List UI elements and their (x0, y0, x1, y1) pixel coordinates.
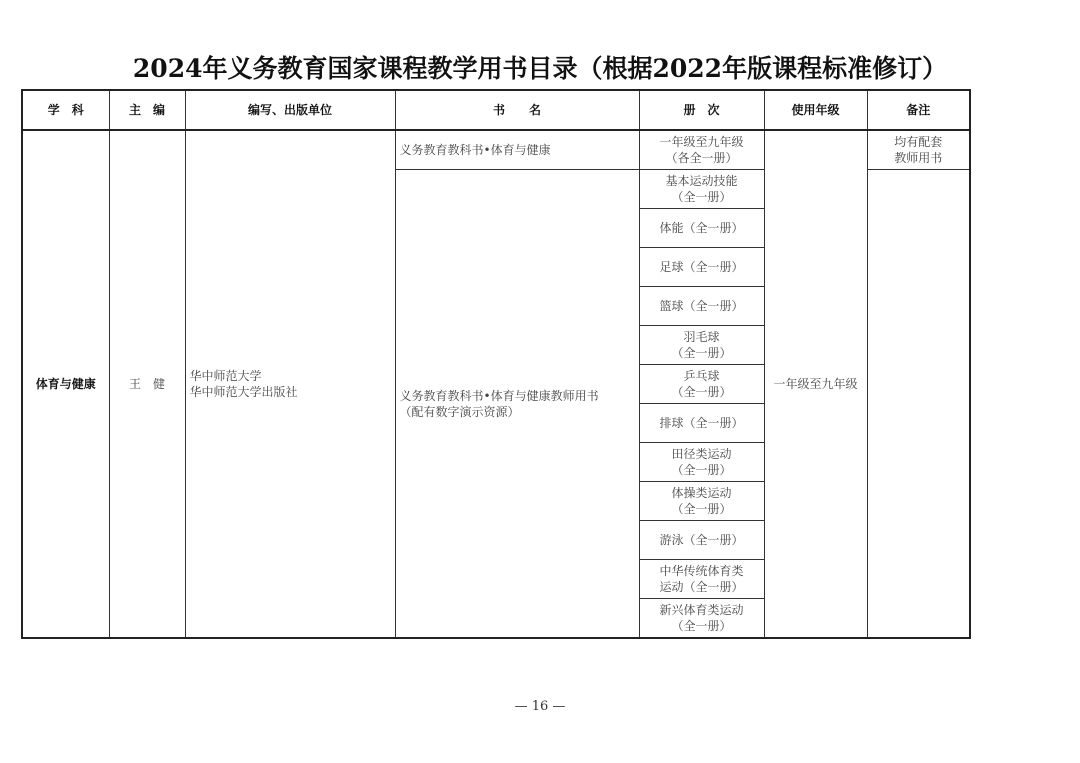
page-number: — 16 — (514, 699, 566, 714)
volume-cell: 游泳（全一册） (639, 521, 764, 560)
volume-cell: 乒乓球 （全一册） (639, 365, 764, 404)
publisher-cell (185, 130, 395, 638)
volume-cell: 篮球（全一册） (639, 287, 764, 326)
publisher-line: 华中师范大学出版社 (189, 385, 298, 399)
volume-cell: 体能（全一册） (639, 209, 764, 248)
table-header-row (22, 90, 970, 130)
volume-cell: 一年级至九年级 （各全一册） (639, 130, 764, 170)
remarks-cell (867, 170, 970, 639)
page-title: 2024年义务教育国家课程教学用书目录（根据2022年版课程标准修订） (132, 54, 948, 83)
header-editor: 主 编 (109, 90, 185, 130)
header-remarks: 备注 (867, 90, 970, 130)
header-subject: 学 科 (22, 90, 109, 130)
grade-cell: 一年级至九年级 (764, 130, 867, 638)
textbook-catalog-table (21, 89, 971, 639)
table-row (22, 130, 970, 170)
header-publisher: 编写、出版单位 (185, 90, 395, 130)
volume-cell: 中华传统体育类 运动（全一册） (639, 560, 764, 599)
volume-cell: 排球（全一册） (639, 404, 764, 443)
subject-cell: 体育与健康 (22, 130, 109, 638)
volume-cell: 足球（全一册） (639, 248, 764, 287)
remarks-cell: 均有配套 教师用书 (867, 130, 970, 170)
header-volume: 册 次 (639, 90, 764, 130)
header-grade: 使用年级 (764, 90, 867, 130)
book-name-cell: 义务教育教科书•体育与健康 (395, 130, 639, 170)
editor-cell: 王 健 (109, 130, 185, 638)
header-book-name: 书 名 (395, 90, 639, 130)
volume-cell: 羽毛球 （全一册） (639, 326, 764, 365)
volume-cell: 体操类运动 （全一册） (639, 482, 764, 521)
publisher-line: 华中师范大学 (189, 369, 262, 383)
book-name-cell: 义务教育教科书•体育与健康教师用书 （配有数字演示资源） (395, 170, 639, 639)
volume-cell: 基本运动技能 （全一册） (639, 170, 764, 209)
volume-cell: 田径类运动 （全一册） (639, 443, 764, 482)
volume-cell: 新兴体育类运动 （全一册） (639, 599, 764, 639)
